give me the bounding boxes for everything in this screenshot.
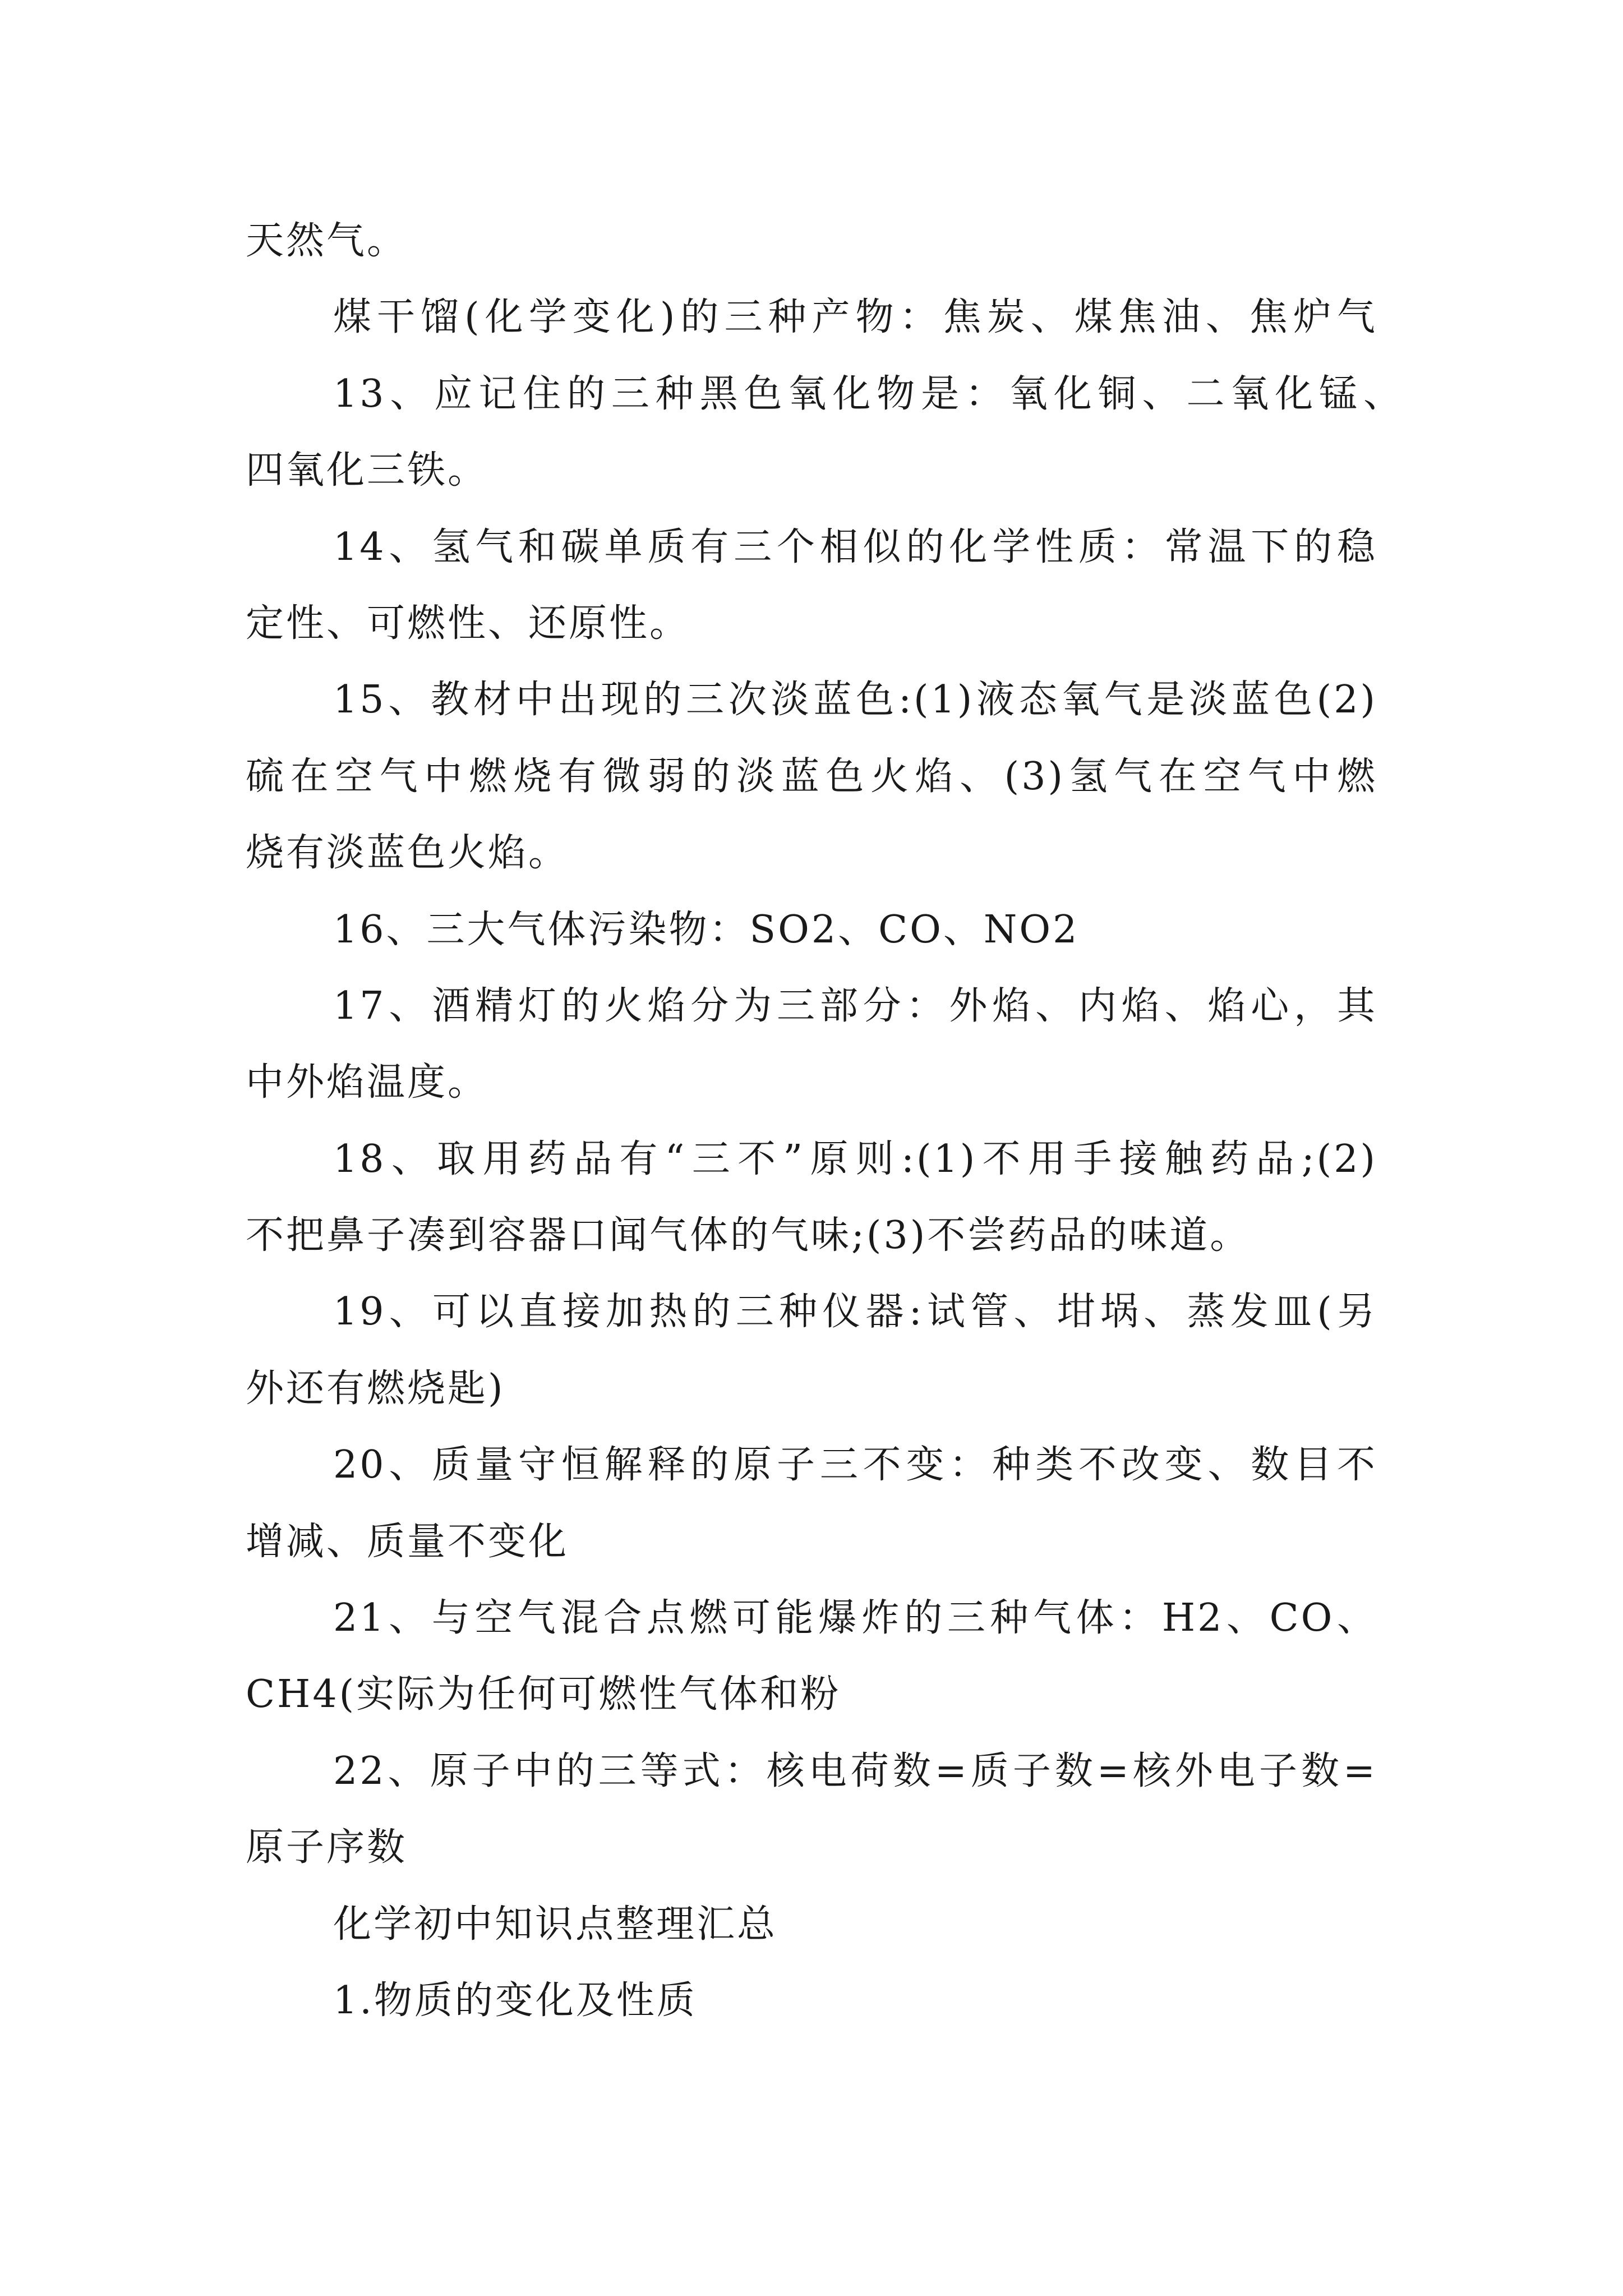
- text-line: 20、质量守恒解释的原子三不变：种类不改变、数目不: [333, 1443, 1377, 1488]
- text-line: 硫在空气中燃烧有微弱的淡蓝色火焰、(3)氢气在空气中燃: [246, 754, 1377, 799]
- section-heading: 化学初中知识点整理汇总: [333, 1902, 778, 1947]
- text-line: 16、三大气体污染物：SO2、CO、NO2: [333, 907, 1080, 952]
- text-line: 22、原子中的三等式：核电荷数=质子数=核外电子数=: [333, 1749, 1377, 1793]
- text-line: 增减、质量不变化: [246, 1519, 569, 1564]
- text-line: 19、可以直接加热的三种仪器:试管、坩埚、蒸发皿(另: [333, 1290, 1377, 1335]
- text-line: 15、教材中出现的三次淡蓝色:(1)液态氧气是淡蓝色(2): [333, 678, 1377, 723]
- text-line: CH4(实际为任何可燃性气体和粉: [246, 1672, 841, 1717]
- text-line: 13、应记住的三种黑色氧化物是：氧化铜、二氧化锰、: [333, 371, 1404, 416]
- text-line: 不把鼻子凑到容器口闻气体的气味;(3)不尝药品的味道。: [246, 1213, 1251, 1258]
- text-line: 18、取用药品有“三不”原则:(1)不用手接触药品;(2): [333, 1137, 1377, 1181]
- text-line: 煤干馏(化学变化)的三种产物：焦炭、煤焦油、焦炉气: [333, 295, 1377, 340]
- document-body: [246, 203, 1404, 2039]
- text-line: 原子序数: [246, 1825, 408, 1870]
- text-line: 14、氢气和碳单质有三个相似的化学性质：常温下的稳: [333, 524, 1377, 569]
- text-line: 天然气。: [246, 219, 408, 263]
- subsection-heading: 1.物质的变化及性质: [333, 1978, 697, 2023]
- text-line: 17、酒精灯的火焰分为三部分：外焰、内焰、焰心，其: [333, 983, 1377, 1028]
- text-line: 21、与空气混合点燃可能爆炸的三种气体：H2、CO、: [333, 1596, 1377, 1641]
- text-line: 烧有淡蓝色火焰。: [246, 831, 569, 876]
- text-line: 定性、可燃性、还原性。: [246, 601, 690, 646]
- text-line: 四氧化三铁。: [246, 448, 488, 493]
- text-line: 中外焰温度。: [246, 1060, 488, 1105]
- text-line: 外还有燃烧匙): [246, 1366, 505, 1411]
